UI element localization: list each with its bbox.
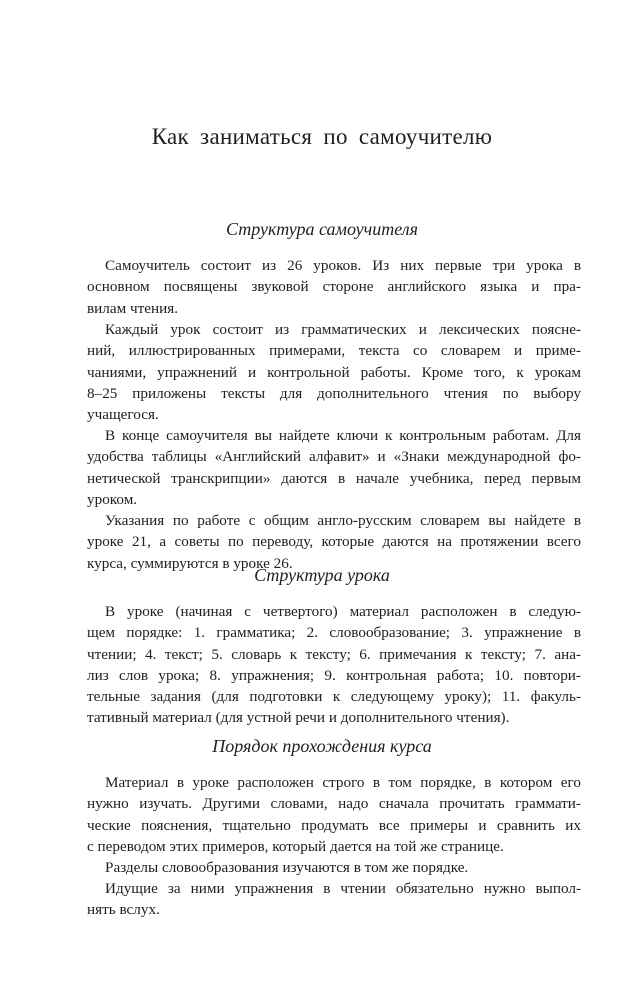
text-line: чтении; 4. текст; 5. словарь к тексту; 6. примечания к тексту; 7. ана-: [87, 645, 581, 663]
text-line: В уроке (начиная с четвертого) материал расположен в следую-: [105, 603, 581, 620]
text-line: чаниями, упражнений и контрольной работы. Кроме того, к урокам: [87, 363, 581, 381]
text-line: Самоучитель состоит из 26 уроков. Из них первые три урока в: [105, 257, 581, 274]
section-heading-course-order: Порядок прохождения курса: [212, 736, 432, 756]
paragraph: [87, 425, 581, 510]
text-line: тативный материал (для устной речи и дополнительного чтения).: [87, 709, 510, 727]
text-line: нужно изучать. Другими словами, надо сначала прочитать граммати-: [87, 795, 581, 813]
text-line: с переводом этих примеров, который дается на той же странице.: [87, 837, 504, 855]
paragraph: [87, 319, 581, 425]
text-line: удобства таблицы «Английский алфавит» и «Знаки международной фо-: [87, 448, 581, 466]
text-line: учащегося.: [87, 406, 159, 424]
text-line: основном посвящены звуковой стороне английского языка и пра-: [87, 278, 581, 296]
text-line: ческие пояснения, тщательно продумать все примеры и сравнить их: [87, 816, 581, 834]
paragraph: [87, 878, 581, 921]
text-line: Указания по работе с общим англо-русским словарем вы найдете в: [105, 512, 581, 529]
text-line: Материал в уроке расположен строго в том порядке, в котором его: [105, 774, 581, 791]
page-title: Как заниматься по самоучителю: [151, 124, 493, 149]
paragraph: [87, 857, 581, 878]
section-heading-lesson-structure: Структура урока: [254, 565, 390, 585]
text-line: Разделы словообразования изучаются в том же порядке.: [105, 859, 469, 876]
text-line: вилам чтения.: [87, 299, 179, 317]
text-line: щем порядке: 1. грамматика; 2. словообразование; 3. упражнение в: [87, 624, 581, 642]
text-line: 8–25 приложены тексты для дополнительного чтения по выбору: [87, 384, 581, 402]
text-line: курса, суммируются в уроке 26.: [87, 554, 293, 572]
text-line: уроке 21, а советы по переводу, которые даются на протяжении всего: [87, 533, 581, 551]
text-line: лиз слов урока; 8. упражнения; 9. контрольная работа; 10. повтори-: [87, 666, 581, 684]
text-line: тельные задания (для подготовки к следующему уроку); 11. факуль-: [87, 688, 581, 706]
section-heading-textbook-structure: Структура самоучителя: [226, 219, 418, 239]
paragraph: [87, 772, 581, 857]
text-line: нять вслух.: [87, 901, 160, 919]
text-line: нетической транскрипции» даются в начале учебника, перед первым: [87, 469, 581, 487]
paragraph: [87, 601, 581, 729]
text-line: ний, иллюстрированных примерами, текста со словарем и приме-: [87, 342, 581, 360]
text-line: Каждый урок состоит из грамматических и лексических поясне-: [105, 321, 581, 338]
text-line: уроком.: [87, 490, 138, 508]
text-line: В конце самоучителя вы найдете ключи к контрольным работам. Для: [105, 427, 581, 444]
paragraph: [87, 255, 581, 319]
text-line: Идущие за ними упражнения в чтении обязательно нужно выпол-: [105, 880, 581, 897]
